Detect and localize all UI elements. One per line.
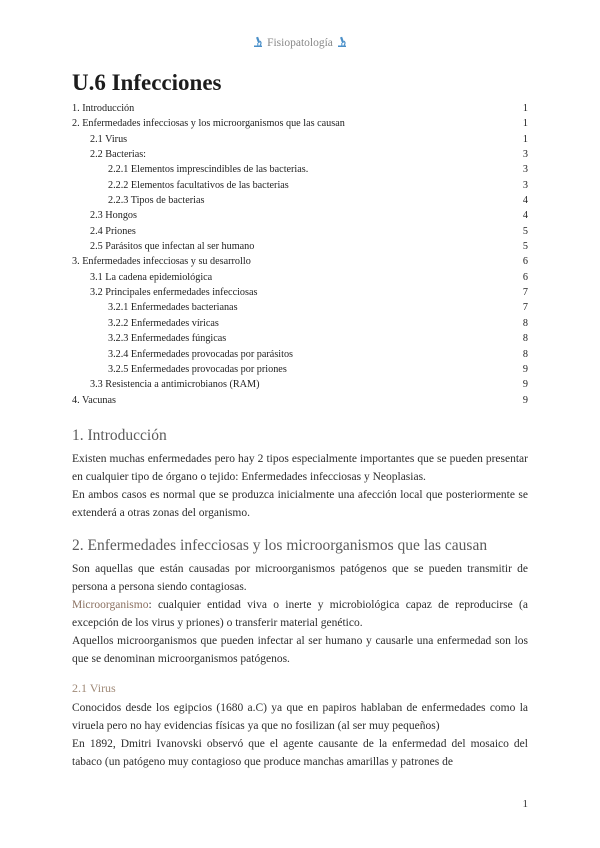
toc-entry-page: 6 xyxy=(522,256,528,268)
toc-entry[interactable] xyxy=(72,362,528,377)
toc-entry[interactable] xyxy=(72,270,528,285)
header-title: Fisiopatología xyxy=(267,37,333,49)
toc-entry-page: 3 xyxy=(522,149,528,161)
toc-entry-label: 2.2.3 Tipos de bacterias xyxy=(108,195,205,207)
microscope-icon xyxy=(336,36,348,48)
toc-entry[interactable] xyxy=(72,101,528,116)
toc-entry[interactable] xyxy=(72,178,528,193)
running-header xyxy=(0,36,600,49)
toc-entry-label: 3. Enfermedades infecciosas y su desarrollo xyxy=(72,256,251,268)
page-number: 1 xyxy=(522,798,528,810)
paragraph: Son aquellas que están causadas por microorganismos patógenos que se pueden transmitir de persona a persona siendo contagiosas. xyxy=(72,563,528,594)
toc-entry-page: 6 xyxy=(522,271,528,283)
toc-entry-page: 3 xyxy=(522,179,528,191)
toc-entry[interactable] xyxy=(72,147,528,162)
toc-entry-page: 1 xyxy=(522,118,528,130)
toc-entry-page: 7 xyxy=(522,302,528,314)
toc-entry[interactable] xyxy=(72,132,528,147)
toc-entry-label: 4. Vacunas xyxy=(72,394,116,406)
toc-entry-label: 2.2.2 Elementos facultativos de las bacterias xyxy=(108,179,289,191)
toc-entry[interactable] xyxy=(72,300,528,315)
toc-entry[interactable] xyxy=(72,316,528,331)
defined-term: Microorganismo xyxy=(72,599,149,611)
toc-entry-page: 9 xyxy=(522,394,528,406)
definition-text: : cualquier entidad viva o inerte y microbiológica capaz de reproducirse (a excepción de los virus y priones) o transferir material genético. xyxy=(72,599,528,630)
toc-entry-label: 3.2.1 Enfermedades bacterianas xyxy=(108,302,238,314)
toc-entry-label: 3.2.2 Enfermedades víricas xyxy=(108,317,219,329)
toc-entry[interactable] xyxy=(72,239,528,254)
toc-entry-label: 3.3 Resistencia a antimicrobianos (RAM) xyxy=(90,379,260,391)
toc-entry[interactable] xyxy=(72,377,528,392)
toc-entry[interactable] xyxy=(72,331,528,346)
paragraph-definition xyxy=(72,596,528,633)
toc-entry-label: 3.2.4 Enfermedades provocadas por parásitos xyxy=(108,348,294,360)
toc-entry-page: 3 xyxy=(522,164,528,176)
toc-entry-label: 2.2.1 Elementos imprescindibles de las bacterias. xyxy=(108,164,309,176)
toc-entry-label: 2.5 Parásitos que infectan al ser humano xyxy=(90,241,255,253)
toc-entry-label: 3.2.3 Enfermedades fúngicas xyxy=(108,333,227,345)
toc-entry-page: 1 xyxy=(522,133,528,145)
toc-entry-page: 4 xyxy=(522,195,528,207)
toc-entry-page: 5 xyxy=(522,241,528,253)
toc-entry-label: 2.1 Virus xyxy=(90,133,128,145)
toc-entry-page: 8 xyxy=(522,317,528,329)
toc-entry-page: 4 xyxy=(522,210,528,222)
paragraph: Existen muchas enfermedades pero hay 2 tipos especialmente importantes que se pueden presentar en cualquier tipo de órgano o tejido: Enfermedades infecciosas y Neoplasias. xyxy=(72,453,528,484)
toc-entry[interactable] xyxy=(72,116,528,131)
toc-entry-page: 9 xyxy=(522,379,528,391)
paragraph: Aquellos microorganismos que pueden infectar al ser humano y causarle una enfermedad son los que se denominan microorganismos patógenos. xyxy=(72,635,528,666)
toc-entry[interactable] xyxy=(72,208,528,223)
subsection-heading-virus: 2.1 Virus xyxy=(72,681,116,695)
toc-entry[interactable] xyxy=(72,224,528,239)
toc-entry-label: 2.2 Bacterias: xyxy=(90,149,147,161)
toc-entry-label: 3.2.5 Enfermedades provocadas por priones xyxy=(108,363,287,375)
paragraph: En ambos casos es normal que se produzca inicialmente una afección local que posteriormente se extenderá a otras zonas del organismo. xyxy=(72,489,528,520)
toc-entry[interactable] xyxy=(72,393,528,408)
toc-entry[interactable] xyxy=(72,347,528,362)
toc-entry[interactable] xyxy=(72,254,528,269)
toc-entry[interactable] xyxy=(72,193,528,208)
toc-entry-page: 8 xyxy=(522,333,528,345)
toc-entry-label: 1. Introducción xyxy=(72,103,135,114)
paragraph: En 1892, Dmitri Ivanovski observó que el agente causante de la enfermedad del mosaico del tabaco (un patógeno muy contagioso que produce manchas amarillas y patrones de xyxy=(72,738,528,769)
toc-entry[interactable] xyxy=(72,162,528,177)
toc-entry-page: 9 xyxy=(522,363,528,375)
toc-entry-page: 7 xyxy=(522,287,528,299)
toc-entry-page: 5 xyxy=(522,225,528,237)
paragraph: Conocidos desde los egipcios (1680 a.C) ya que en papiros hablaban de enfermedades como la viruela pero no hay evidencias físicas ya que no fosilizan (al ser muy pequeños) xyxy=(72,702,528,733)
toc-entry[interactable] xyxy=(72,285,528,300)
table-of-contents xyxy=(72,101,528,408)
toc-entry-label: 2.3 Hongos xyxy=(90,210,137,222)
toc-entry-page: 1 xyxy=(522,103,528,114)
toc-entry-label: 2. Enfermedades infecciosas y los microorganismos que las causan xyxy=(72,118,345,130)
microscope-icon xyxy=(252,36,264,48)
section-heading-enfermedades-infecciosas: 2. Enfermedades infecciosas y los microorganismos que las causan xyxy=(72,537,488,554)
toc-entry-label: 2.4 Priones xyxy=(90,225,136,237)
toc-entry-label: 3.1 La cadena epidemiológica xyxy=(90,271,213,283)
document-title: U.6 Infecciones xyxy=(72,70,222,95)
toc-entry-page: 8 xyxy=(522,348,528,360)
section-heading-introduction: 1. Introducción xyxy=(72,427,167,444)
toc-entry-label: 3.2 Principales enfermedades infecciosas xyxy=(90,287,258,299)
